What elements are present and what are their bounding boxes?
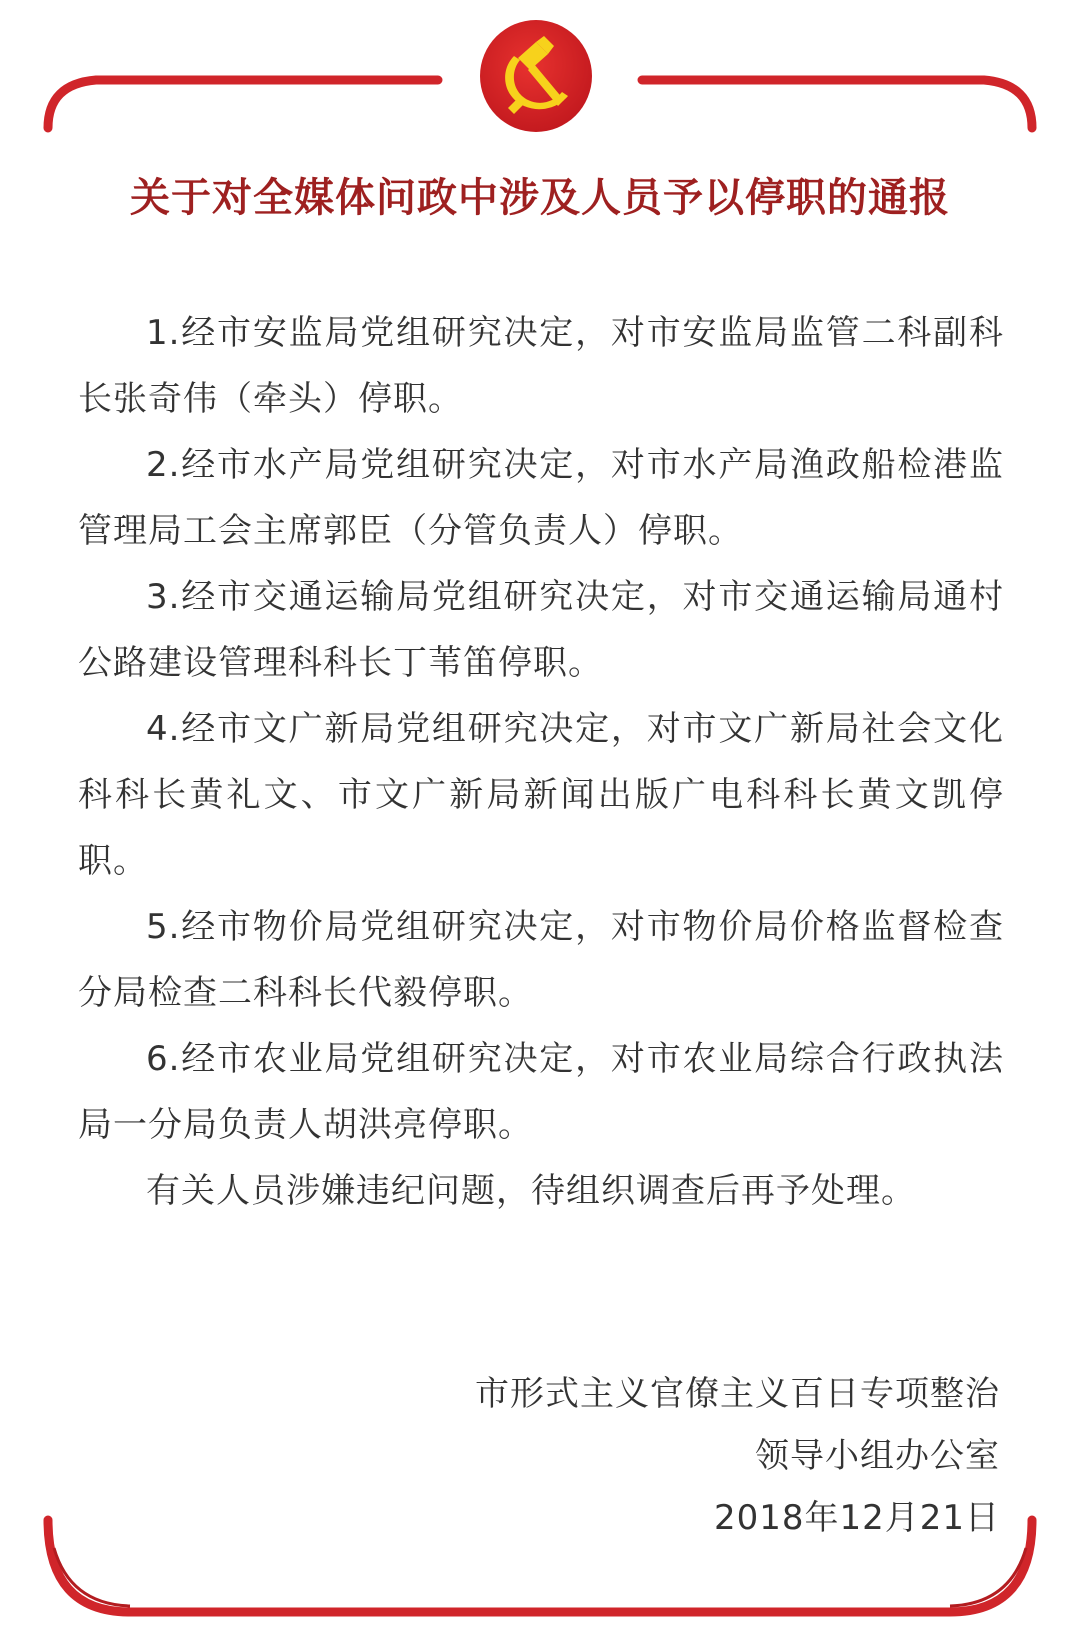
- frame-top-right-line: [642, 80, 1032, 128]
- frame-top-left-line: [48, 80, 438, 128]
- document-body: [78, 300, 1004, 1224]
- paragraph-5: 5.经市物价局党组研究决定，对市物价局价格监督检查分局检查二科科长代毅停职。: [78, 907, 1004, 1013]
- paragraph-3: 3.经市交通运输局党组研究决定，对市交通运输局通村公路建设管理科科长丁苇笛停职。: [78, 577, 1004, 683]
- paragraph-1: 1.经市安监局党组研究决定，对市安监局监管二科副科长张奇伟（牵头）停职。: [78, 313, 1004, 419]
- paragraph-2: 2.经市水产局党组研究决定，对市水产局渔政船检港监管理局工会主席郭臣（分管负责人）停职。: [78, 445, 1004, 551]
- communist-party-emblem-icon: [478, 18, 594, 134]
- signature-office: 领导小组办公室: [755, 1436, 1000, 1476]
- document-title: 关于对全媒体问政中涉及人员予以停职的通报: [130, 175, 950, 221]
- signature-organization: 市形式主义官僚主义百日专项整治: [475, 1374, 1000, 1414]
- closing-paragraph: 有关人员涉嫌违纪问题，待组织调查后再予处理。: [146, 1171, 916, 1211]
- paragraph-6: 6.经市农业局党组研究决定，对市农业局综合行政执法局一分局负责人胡洪亮停职。: [78, 1039, 1004, 1145]
- paragraph-4: 4.经市文广新局党组研究决定，对市文广新局社会文化科科长黄礼文、市文广新局新闻出版广电科科长黄文凯停职。: [78, 709, 1004, 881]
- signature-date: 2018年12月21日: [713, 1498, 1000, 1538]
- signature-block: [475, 1363, 1000, 1549]
